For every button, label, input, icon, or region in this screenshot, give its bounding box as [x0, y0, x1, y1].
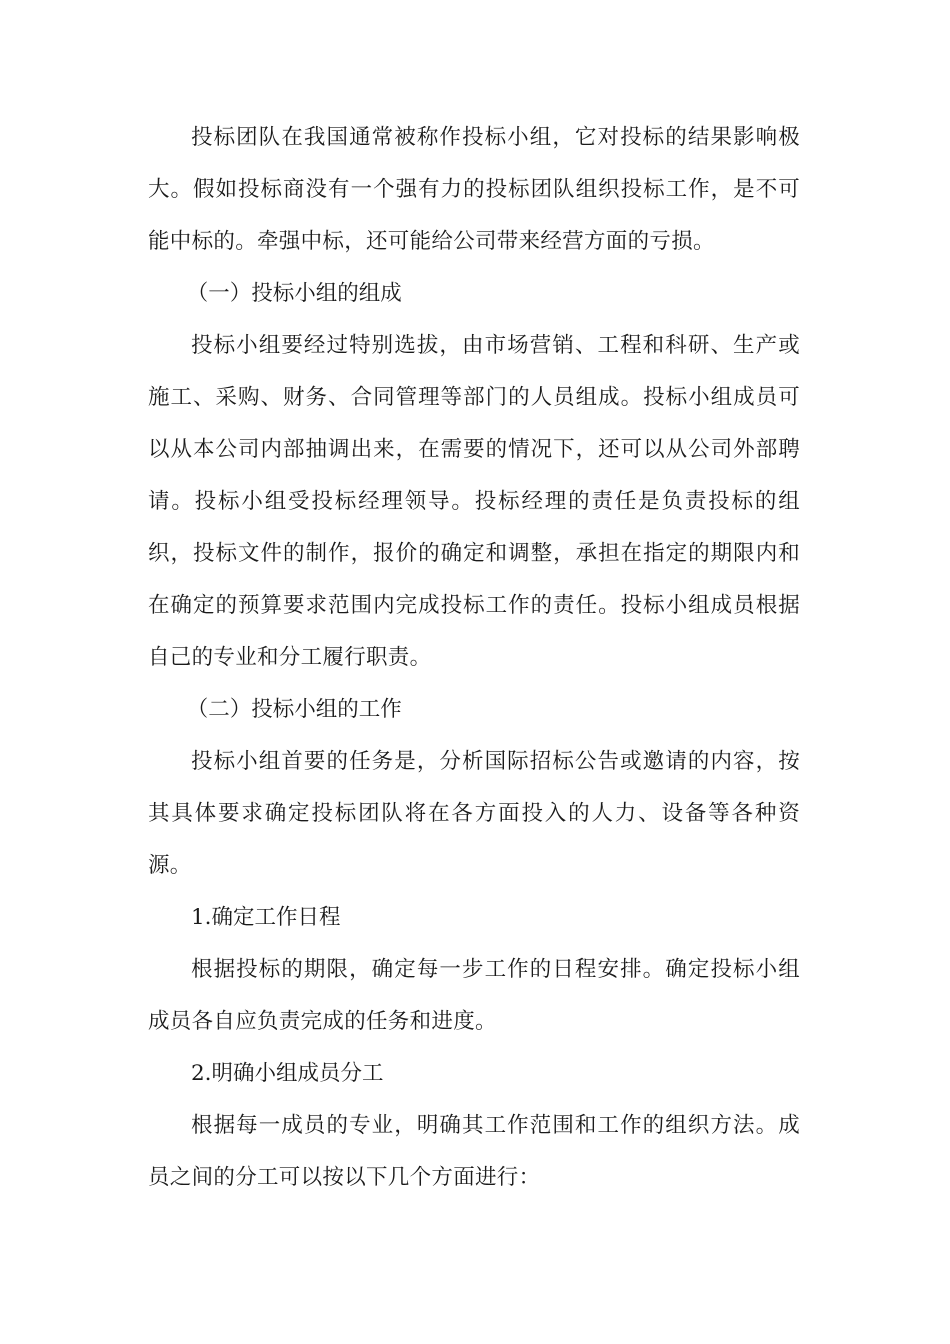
paragraph-intro: 投标团队在我国通常被称作投标小组，它对投标的结果影响极大。假如投标商没有一个强有力的投标团队组织投标工作，是不可能中标的。牵强中标，还可能给公司带来经营方面的亏损。: [148, 125, 800, 254]
paragraph-team-composition: 投标小组要经过特别选拔，由市场营销、工程和科研、生产或施工、采购、财务、合同管理等部门的人员组成。投标小组成员可以从本公司内部抽调出来，在需要的情况下，还可以从公司外部聘请。投标小组受投标经理领导。投标经理的责任是负责投标的组织，投标文件的制作，报价的确定和调整，承担在指定的期限内和在确定的预算要求范围内完成投标工作的责任。投标小组成员根据自己的专业和分工履行职责。: [148, 333, 800, 670]
heading-schedule: 1.确定工作日程: [191, 905, 341, 930]
paragraph-division-of-labor: 根据每一成员的专业，明确其工作范围和工作的组织方法。成员之间的分工可以按以下几个方面进行：: [148, 1113, 800, 1190]
paragraph-schedule: 根据投标的期限，确定每一步工作的日程安排。确定投标小组成员各自应负责完成的任务和进度。: [148, 957, 800, 1034]
document-page: [148, 112, 800, 1204]
heading-team-composition: （一）投标小组的组成: [186, 281, 402, 306]
heading-division-of-labor: 2.明确小组成员分工: [191, 1061, 384, 1086]
heading-team-work: （二）投标小组的工作: [186, 697, 402, 722]
paragraph-team-work: 投标小组首要的任务是，分析国际招标公告或邀请的内容，按其具体要求确定投标团队将在各方面投入的人力、设备等各种资源。: [148, 749, 800, 878]
